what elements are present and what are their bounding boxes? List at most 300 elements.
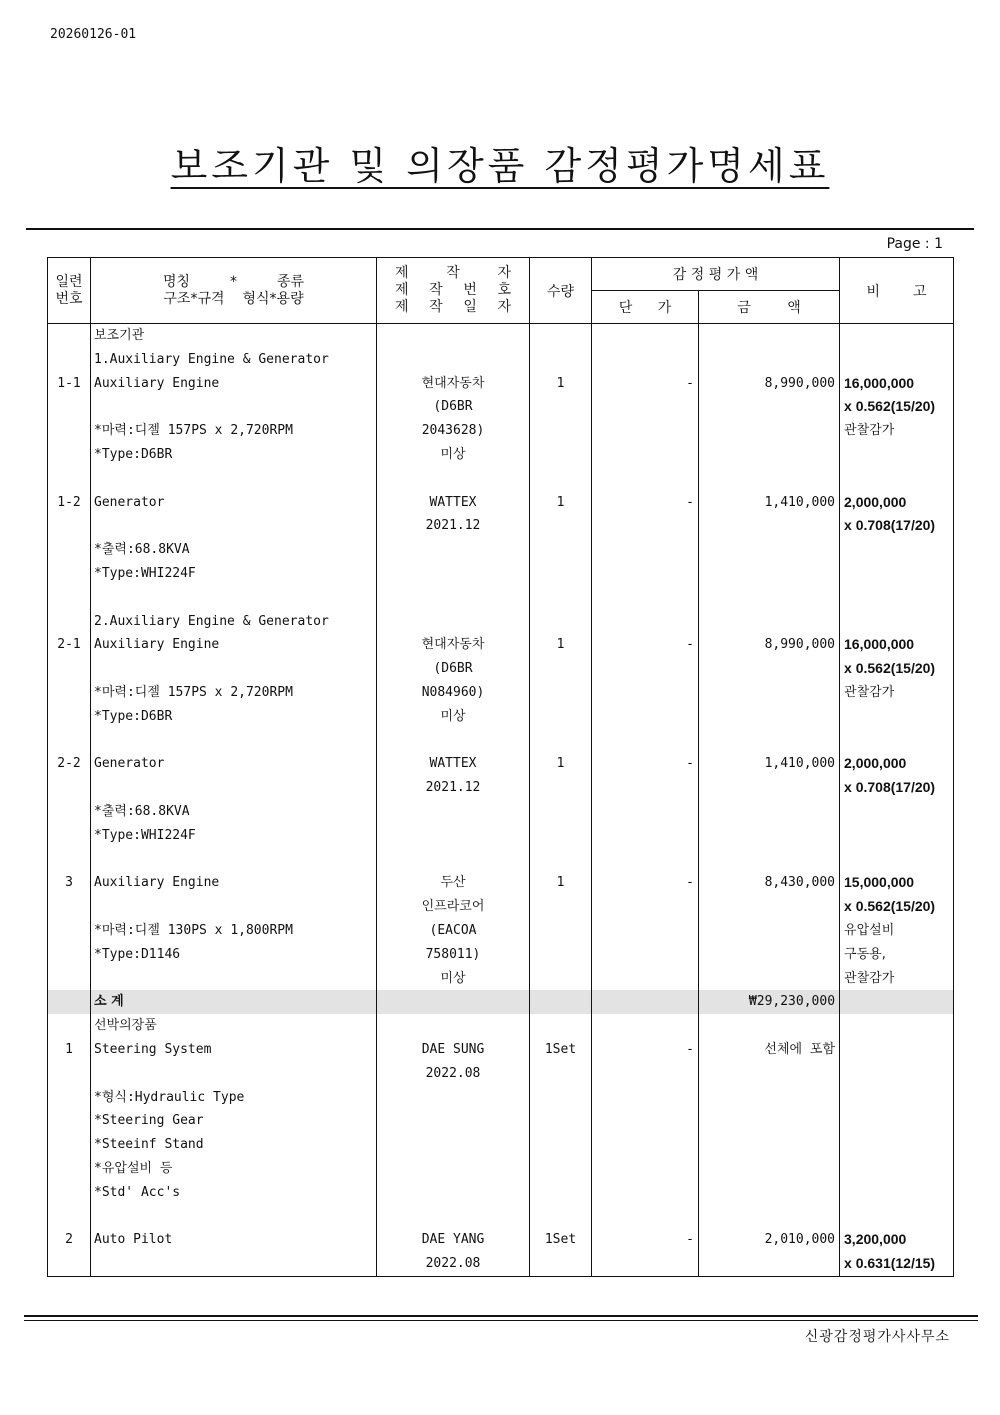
cell-amount	[699, 1204, 840, 1228]
table-row	[48, 657, 954, 681]
cell-note	[840, 705, 954, 729]
cell-serial-no	[48, 657, 91, 681]
cell-note	[840, 562, 954, 586]
cell-name-spec	[91, 776, 377, 800]
cell-unit-price	[592, 443, 699, 467]
cell-maker: 미상	[377, 967, 530, 991]
cell-serial-no	[48, 1086, 91, 1110]
cell-amount	[699, 443, 840, 467]
header-char: 제	[395, 265, 409, 281]
cell-note	[840, 990, 954, 1014]
cell-name-spec: 소 계	[91, 990, 377, 1014]
cell-note	[840, 1157, 954, 1181]
cell-quantity	[530, 919, 592, 943]
cell-quantity	[530, 657, 592, 681]
cell-serial-no	[48, 1014, 91, 1038]
cell-maker: WATTEX	[377, 752, 530, 776]
header-maker-line2	[377, 282, 529, 299]
cell-note	[840, 443, 954, 467]
header-name-star: *	[230, 273, 237, 290]
cell-serial-no	[48, 419, 91, 443]
table-row	[48, 919, 954, 943]
cell-name-spec	[91, 895, 377, 919]
table-row	[48, 348, 954, 372]
cell-unit-price	[592, 848, 699, 872]
cell-quantity	[530, 1086, 592, 1110]
table-row	[48, 633, 954, 657]
table-row	[48, 871, 954, 895]
table-row	[48, 967, 954, 991]
header-note	[840, 258, 954, 324]
cell-name-spec: 2.Auxiliary Engine & Generator	[91, 610, 377, 634]
table-row	[48, 752, 954, 776]
cell-maker	[377, 1014, 530, 1038]
cell-name-spec	[91, 1062, 377, 1086]
cell-serial-no	[48, 514, 91, 538]
table-row	[48, 1038, 954, 1062]
header-char: 자	[497, 265, 511, 281]
cell-unit-price	[592, 919, 699, 943]
cell-amount	[699, 467, 840, 491]
cell-name-spec: 보조기관	[91, 324, 377, 348]
table-row	[48, 586, 954, 610]
table-row	[48, 705, 954, 729]
cell-quantity	[530, 419, 592, 443]
cell-unit-price	[592, 800, 699, 824]
cell-amount	[699, 1181, 840, 1205]
cell-name-spec	[91, 967, 377, 991]
cell-name-spec	[91, 467, 377, 491]
subtotal-row	[48, 990, 954, 1014]
cell-amount	[699, 538, 840, 562]
cell-serial-no	[48, 1252, 91, 1276]
cell-amount	[699, 681, 840, 705]
cell-serial-no	[48, 1204, 91, 1228]
cell-maker: WATTEX	[377, 491, 530, 515]
cell-quantity	[530, 1109, 592, 1133]
cell-name-spec	[91, 729, 377, 753]
header-name-word: 명칭	[162, 273, 190, 290]
cell-name-spec: Generator	[91, 752, 377, 776]
header-name-line1	[91, 274, 376, 291]
cell-unit-price	[592, 1086, 699, 1110]
cell-amount	[699, 586, 840, 610]
cell-amount	[699, 1062, 840, 1086]
cell-amount	[699, 562, 840, 586]
header-char: 호	[497, 282, 511, 298]
cell-unit-price	[592, 681, 699, 705]
cell-maker: (D6BR	[377, 657, 530, 681]
cell-serial-no	[48, 943, 91, 967]
cell-note	[840, 538, 954, 562]
cell-quantity	[530, 538, 592, 562]
cell-quantity	[530, 967, 592, 991]
cell-note: 유압설비	[840, 919, 954, 943]
cell-quantity	[530, 324, 592, 348]
cell-note: 구동용,	[840, 943, 954, 967]
table-row	[48, 895, 954, 919]
cell-name-spec: *Std' Acc's	[91, 1181, 377, 1205]
cell-quantity	[530, 729, 592, 753]
cell-unit-price	[592, 705, 699, 729]
cell-note: 2,000,000	[840, 752, 954, 776]
cell-name-spec: *마력:디젤 130PS x 1,800RPM	[91, 919, 377, 943]
cell-name-spec: Auxiliary Engine	[91, 633, 377, 657]
cell-quantity	[530, 1133, 592, 1157]
cell-name-spec	[91, 1252, 377, 1276]
cell-unit-price	[592, 1204, 699, 1228]
cell-amount	[699, 705, 840, 729]
header-char: 액	[787, 300, 801, 316]
cell-amount	[699, 848, 840, 872]
cell-amount	[699, 657, 840, 681]
cell-maker: 2022.08	[377, 1062, 530, 1086]
cell-serial-no	[48, 395, 91, 419]
cell-note: 2,000,000	[840, 491, 954, 515]
header-unit-price	[592, 291, 699, 324]
cell-note	[840, 1204, 954, 1228]
table-row	[48, 324, 954, 348]
cell-quantity	[530, 443, 592, 467]
cell-unit-price	[592, 1109, 699, 1133]
table-row	[48, 562, 954, 586]
cell-maker: 2021.12	[377, 776, 530, 800]
table-row	[48, 1086, 954, 1110]
table-row	[48, 1228, 954, 1252]
cell-quantity	[530, 395, 592, 419]
cell-note	[840, 1014, 954, 1038]
cell-quantity	[530, 1181, 592, 1205]
footer-rule	[24, 1315, 978, 1317]
cell-unit-price	[592, 895, 699, 919]
cell-name-spec	[91, 514, 377, 538]
cell-serial-no: 1-2	[48, 491, 91, 515]
cell-name-spec: *출력:68.8KVA	[91, 800, 377, 824]
cell-note: 16,000,000	[840, 372, 954, 396]
header-serial-no	[48, 258, 91, 324]
header-maker-line3	[377, 299, 529, 316]
header-char: 작	[429, 299, 443, 315]
cell-quantity	[530, 943, 592, 967]
header-appraisal: 감 정 평 가 액	[592, 258, 840, 291]
cell-unit-price	[592, 467, 699, 491]
cell-maker	[377, 467, 530, 491]
cell-note: x 0.562(15/20)	[840, 657, 954, 681]
table-row	[48, 1157, 954, 1181]
cell-maker	[377, 610, 530, 634]
cell-serial-no	[48, 681, 91, 705]
cell-unit-price	[592, 1133, 699, 1157]
cell-quantity	[530, 467, 592, 491]
table-row	[48, 372, 954, 396]
cell-maker	[377, 729, 530, 753]
table-row	[48, 395, 954, 419]
cell-quantity	[530, 705, 592, 729]
cell-quantity	[530, 348, 592, 372]
table-row	[48, 1252, 954, 1276]
table-row	[48, 1133, 954, 1157]
cell-serial-no: 2	[48, 1228, 91, 1252]
table-row	[48, 443, 954, 467]
cell-serial-no	[48, 800, 91, 824]
header-name-spec	[91, 258, 377, 324]
cell-unit-price: -	[592, 1228, 699, 1252]
cell-maker: 2043628)	[377, 419, 530, 443]
cell-note	[840, 1109, 954, 1133]
cell-name-spec	[91, 1204, 377, 1228]
cell-note: x 0.631(12/15)	[840, 1252, 954, 1276]
cell-maker	[377, 1109, 530, 1133]
cell-serial-no	[48, 705, 91, 729]
cell-quantity	[530, 990, 592, 1014]
cell-serial-no: 2-2	[48, 752, 91, 776]
cell-serial-no	[48, 1133, 91, 1157]
cell-amount	[699, 1109, 840, 1133]
cell-amount: 8,990,000	[699, 372, 840, 396]
cell-unit-price	[592, 324, 699, 348]
cell-name-spec	[91, 395, 377, 419]
page-title	[0, 135, 1000, 190]
header-structure-word: 구조*규격	[163, 290, 225, 307]
cell-quantity	[530, 586, 592, 610]
header-char: 자	[497, 299, 511, 315]
cell-note	[840, 324, 954, 348]
table-row	[48, 467, 954, 491]
cell-maker	[377, 1086, 530, 1110]
header-maker-line1	[377, 265, 529, 282]
cell-maker: DAE SUNG	[377, 1038, 530, 1062]
cell-serial-no	[48, 538, 91, 562]
cell-maker: 두산	[377, 871, 530, 895]
cell-quantity: 1	[530, 752, 592, 776]
cell-name-spec	[91, 848, 377, 872]
cell-maker	[377, 538, 530, 562]
table-row	[48, 848, 954, 872]
cell-serial-no	[48, 824, 91, 848]
header-name-line2	[91, 291, 376, 308]
header-char: 고	[913, 283, 927, 300]
cell-unit-price	[592, 348, 699, 372]
header-char: 비	[866, 283, 881, 300]
cell-name-spec	[91, 586, 377, 610]
cell-maker	[377, 1204, 530, 1228]
header-unit-price-line	[592, 297, 698, 317]
cell-amount: 1,410,000	[699, 491, 840, 515]
cell-serial-no	[48, 895, 91, 919]
cell-quantity: 1Set	[530, 1228, 592, 1252]
header-maker	[377, 258, 530, 324]
appraisal-table	[47, 257, 954, 1277]
cell-note: x 0.708(17/20)	[840, 514, 954, 538]
cell-note	[840, 1133, 954, 1157]
table-row	[48, 824, 954, 848]
cell-unit-price	[592, 657, 699, 681]
cell-amount: 8,430,000	[699, 871, 840, 895]
cell-serial-no	[48, 1062, 91, 1086]
cell-note	[840, 1086, 954, 1110]
cell-amount	[699, 824, 840, 848]
cell-quantity: 1	[530, 491, 592, 515]
cell-amount	[699, 1086, 840, 1110]
cell-unit-price	[592, 1181, 699, 1205]
cell-quantity	[530, 562, 592, 586]
cell-amount	[699, 514, 840, 538]
table-row	[48, 681, 954, 705]
header-serial-line1: 일련	[55, 273, 83, 290]
header-char: 제	[395, 299, 409, 315]
header-capacity-word: 형식*용량	[242, 290, 304, 307]
table-row	[48, 514, 954, 538]
cell-note	[840, 848, 954, 872]
cell-note	[840, 467, 954, 491]
cell-note: 관찰감가	[840, 419, 954, 443]
cell-amount	[699, 943, 840, 967]
cell-maker	[377, 824, 530, 848]
cell-maker	[377, 1157, 530, 1181]
cell-name-spec: Generator	[91, 491, 377, 515]
cell-unit-price	[592, 990, 699, 1014]
cell-serial-no	[48, 324, 91, 348]
header-char: 번	[463, 282, 477, 298]
table-row	[48, 943, 954, 967]
cell-note	[840, 729, 954, 753]
cell-unit-price	[592, 943, 699, 967]
cell-maker: 2021.12	[377, 514, 530, 538]
cell-maker: (EACOA	[377, 919, 530, 943]
office-name: 신광감정평가사사무소	[804, 1329, 950, 1345]
cell-note	[840, 1181, 954, 1205]
cell-amount: 2,010,000	[699, 1228, 840, 1252]
cell-unit-price: -	[592, 752, 699, 776]
cell-serial-no: 2-1	[48, 633, 91, 657]
cell-note	[840, 1062, 954, 1086]
cell-serial-no	[48, 776, 91, 800]
footer-rule-thin	[24, 1320, 978, 1321]
cell-note	[840, 610, 954, 634]
cell-serial-no	[48, 1109, 91, 1133]
cell-unit-price	[592, 562, 699, 586]
table-row	[48, 1014, 954, 1038]
cell-note	[840, 586, 954, 610]
cell-serial-no	[48, 990, 91, 1014]
cell-amount	[699, 1014, 840, 1038]
table-row	[48, 1109, 954, 1133]
table-row	[48, 419, 954, 443]
cell-amount	[699, 919, 840, 943]
cell-unit-price: -	[592, 491, 699, 515]
header-char: 작	[446, 265, 460, 281]
cell-maker	[377, 562, 530, 586]
cell-name-spec: Auxiliary Engine	[91, 372, 377, 396]
cell-serial-no	[48, 1157, 91, 1181]
cell-serial-no	[48, 919, 91, 943]
cell-serial-no	[48, 443, 91, 467]
cell-quantity: 1	[530, 372, 592, 396]
table-row	[48, 800, 954, 824]
cell-unit-price: -	[592, 633, 699, 657]
cell-amount	[699, 1252, 840, 1276]
cell-quantity	[530, 514, 592, 538]
cell-unit-price	[592, 1062, 699, 1086]
cell-maker: 미상	[377, 443, 530, 467]
table-row	[48, 1062, 954, 1086]
cell-amount	[699, 610, 840, 634]
cell-note: 관찰감가	[840, 967, 954, 991]
cell-note: x 0.708(17/20)	[840, 776, 954, 800]
header-note-line	[840, 281, 953, 301]
table-row	[48, 1204, 954, 1228]
cell-name-spec: *Steeinf Stand	[91, 1133, 377, 1157]
cell-amount: ₩29,230,000	[699, 990, 840, 1014]
cell-note: 3,200,000	[840, 1228, 954, 1252]
cell-serial-no: 1	[48, 1038, 91, 1062]
cell-quantity	[530, 1157, 592, 1181]
cell-quantity	[530, 1062, 592, 1086]
cell-amount	[699, 967, 840, 991]
page-title-text: 보조기관 및 의장품 감정평가명세표	[170, 144, 830, 188]
cell-maker	[377, 324, 530, 348]
cell-amount: 8,990,000	[699, 633, 840, 657]
cell-maker	[377, 348, 530, 372]
cell-amount: 선체에 포함	[699, 1038, 840, 1062]
cell-name-spec: 1.Auxiliary Engine & Generator	[91, 348, 377, 372]
cell-name-spec: *마력:디젤 157PS x 2,720RPM	[91, 681, 377, 705]
header-char: 가	[657, 300, 672, 316]
cell-unit-price	[592, 514, 699, 538]
cell-note: 16,000,000	[840, 633, 954, 657]
cell-amount	[699, 895, 840, 919]
cell-amount	[699, 419, 840, 443]
cell-serial-no	[48, 562, 91, 586]
cell-quantity	[530, 824, 592, 848]
cell-maker: 2022.08	[377, 1252, 530, 1276]
cell-maker	[377, 848, 530, 872]
table-row	[48, 538, 954, 562]
header-amount	[699, 291, 840, 324]
cell-name-spec: Auto Pilot	[91, 1228, 377, 1252]
header-rule	[26, 228, 974, 230]
table-row	[48, 1181, 954, 1205]
header-char: 제	[395, 282, 409, 298]
cell-quantity: 1	[530, 871, 592, 895]
header-quantity: 수량	[530, 258, 592, 324]
cell-unit-price: -	[592, 372, 699, 396]
cell-unit-price	[592, 1157, 699, 1181]
cell-serial-no	[48, 610, 91, 634]
cell-serial-no	[48, 467, 91, 491]
cell-unit-price	[592, 967, 699, 991]
cell-name-spec: *마력:디젤 157PS x 2,720RPM	[91, 419, 377, 443]
table-body	[48, 324, 954, 1277]
cell-serial-no	[48, 729, 91, 753]
cell-unit-price	[592, 395, 699, 419]
cell-amount	[699, 348, 840, 372]
header-serial-line2: 번호	[55, 290, 83, 307]
cell-maker	[377, 800, 530, 824]
cell-quantity	[530, 776, 592, 800]
cell-note	[840, 800, 954, 824]
cell-maker: DAE YANG	[377, 1228, 530, 1252]
cell-note: 관찰감가	[840, 681, 954, 705]
cell-quantity	[530, 848, 592, 872]
cell-serial-no	[48, 1181, 91, 1205]
cell-quantity	[530, 1014, 592, 1038]
table-row	[48, 729, 954, 753]
cell-unit-price	[592, 1014, 699, 1038]
header-char: 금	[737, 300, 751, 316]
cell-unit-price: -	[592, 1038, 699, 1062]
cell-quantity	[530, 1204, 592, 1228]
